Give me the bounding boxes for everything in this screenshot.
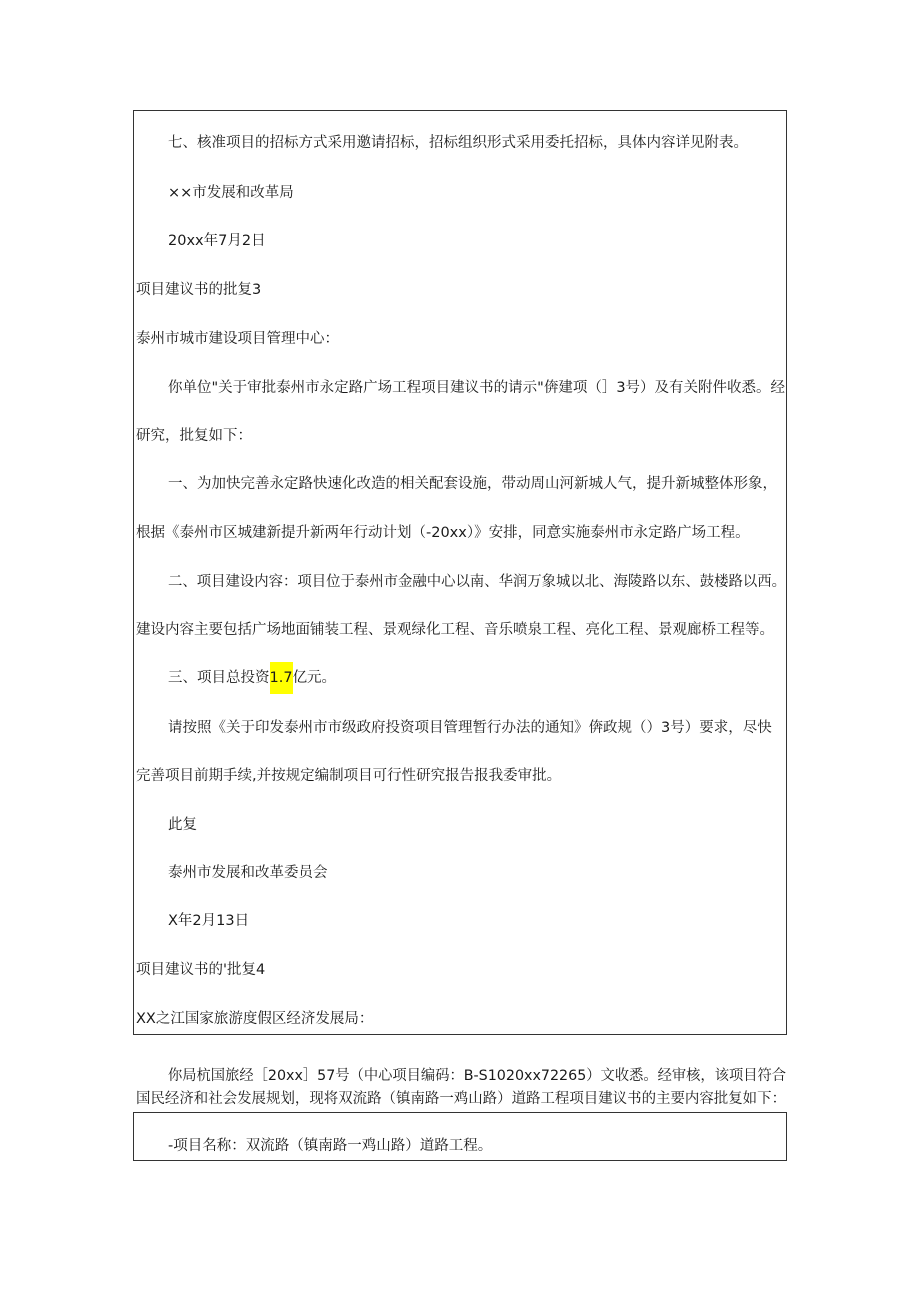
paragraph-item-1: 一、为加快完善永定路快速化改造的相关配套设施，带动周山河新城人气，提升新城整体形象，	[168, 476, 777, 492]
closing-line: 此复	[168, 817, 197, 833]
paragraph-request-cont: 完善项目前期手续,并按规定编制项目可行性研究报告报我委审批。	[136, 768, 562, 784]
paragraph-item-2: 二、项目建设内容：项目位于泰州市金融中心以南、华润万象城以北、海陵路以东、鼓楼路以西。	[168, 574, 787, 590]
section-heading-reply-3: 项目建议书的批复3	[136, 282, 262, 298]
investment-label: 三、项目总投资	[168, 670, 270, 686]
date-line-2: X年2月13日	[168, 913, 250, 929]
paragraph-intro: 你单位"关于审批泰州市永定路广场工程项目建议书的请示"倴建项（］3号）及有关附件收悉。经	[168, 380, 786, 396]
investment-unit: 亿元。	[292, 670, 337, 686]
project-name-line: -项目名称：双流路（镇南路一鸡山路）道路工程。	[168, 1138, 493, 1154]
signature-committee: 泰州市发展和改革委员会	[168, 865, 328, 881]
paragraph-item-2-cont: 建设内容主要包括广场地面铺装工程、景观绿化工程、音乐喷泉工程、亮化工程、景观廊桥工程等。	[136, 622, 774, 638]
addressee-line-2: XX之江国家旅游度假区经济发展局：	[136, 1011, 374, 1027]
paragraph-receipt: 你局杭国旅经［20xx］57号（中心项目编码：B-S1020xx72265）文收悉。经审核，该项目符合	[168, 1068, 787, 1084]
highlighted-amount: 1.7	[270, 662, 293, 694]
paragraph-bidding-method: 七、核准项目的招标方式采用邀请招标，招标组织形式采用委托招标，具体内容详见附表。	[168, 135, 748, 151]
paragraph-request: 请按照《关于印发泰州市市级政府投资项目管理暂行办法的通知》倴政规（）3号）要求，尽快	[168, 720, 772, 736]
paragraph-item-3	[168, 668, 336, 688]
signature-bureau: ××市发展和改革局	[168, 185, 294, 201]
date-line: 20xx年7月2日	[168, 233, 266, 249]
paragraph-receipt-cont: 国民经济和社会发展规划，现将双流路（镇南路一鸡山路）道路工程项目建议书的主要内容批复如下：	[136, 1091, 787, 1107]
paragraph-intro-cont: 研究，批复如下：	[136, 428, 252, 444]
addressee-line: 泰州市城市建设项目管理中心：	[136, 331, 339, 347]
section-heading-reply-4: 项目建议书的'批复4	[136, 962, 266, 978]
paragraph-item-1-cont: 根据《泰州市区城建新提升新两年行动计划（-20xx）》安排，同意实施泰州市永定路广场工程。	[136, 525, 750, 541]
